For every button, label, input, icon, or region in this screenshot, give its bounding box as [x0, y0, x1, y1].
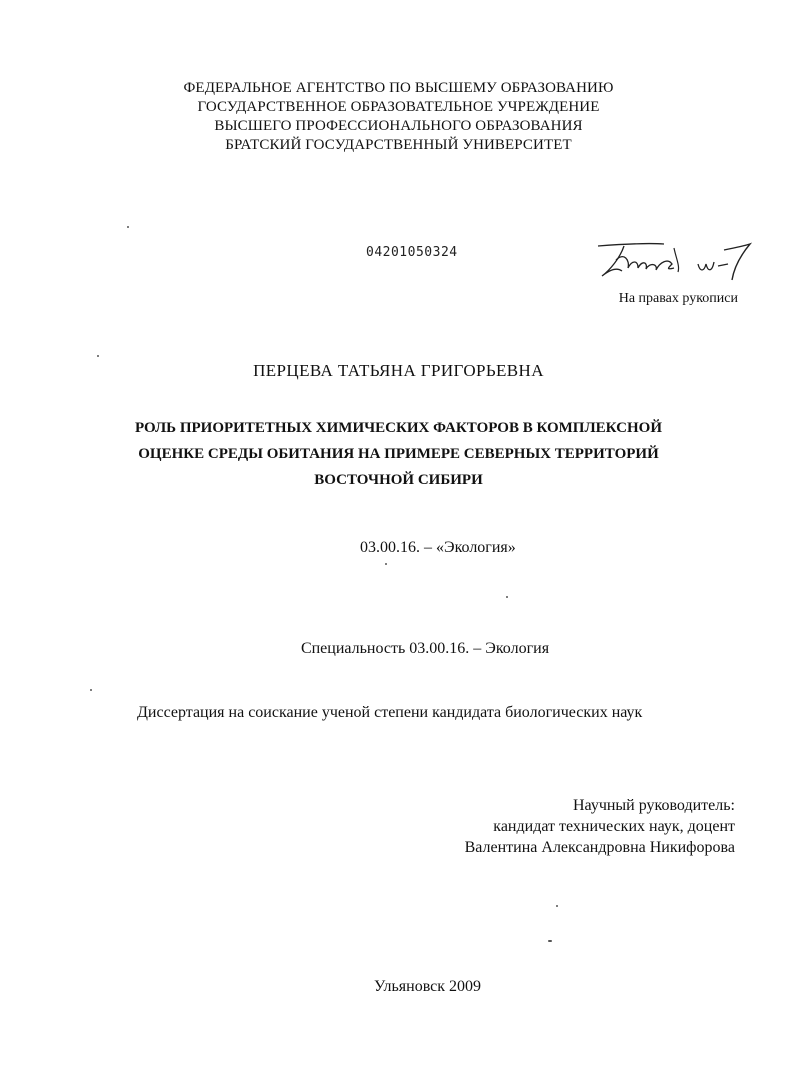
scan-speck: [556, 905, 558, 907]
dissertation-title: [0, 415, 797, 493]
supervisor-line: Валентина Александровна Никифорова: [464, 839, 735, 856]
supervisor-block: [465, 795, 735, 858]
handwritten-signature: [594, 238, 754, 288]
header-line: ФЕДЕРАЛЬНОЕ АГЕНТСТВО ПО ВЫСШЕМУ ОБРАЗОВАНИЮ: [183, 80, 614, 96]
header-line: БРАТСКИЙ ГОСУДАРСТВЕННЫЙ УНИВЕРСИТЕТ: [225, 137, 572, 153]
title-line: ВОСТОЧНОЙ СИБИРИ: [314, 472, 483, 488]
scan-speck: [385, 563, 387, 565]
scan-speck: [97, 355, 99, 357]
scan-speck: [90, 689, 92, 691]
specialty-code-line: 03.00.16. – «Экология»: [360, 539, 516, 556]
scan-speck: [548, 940, 552, 942]
title-line: РОЛЬ ПРИОРИТЕТНЫХ ХИМИЧЕСКИХ ФАКТОРОВ В КОМПЛЕКСНОЙ: [134, 420, 662, 436]
institution-header: [0, 79, 797, 155]
scan-speck: [506, 596, 508, 598]
manuscript-rights-note: На правах рукописи: [618, 291, 738, 306]
scan-speck: [127, 226, 129, 228]
header-line: ГОСУДАРСТВЕННОЕ ОБРАЗОВАТЕЛЬНОЕ УЧРЕЖДЕНИЕ: [197, 99, 600, 115]
document-number: 04201050324: [366, 245, 458, 260]
author-name: ПЕРЦЕВА ТАТЬЯНА ГРИГОРЬЕВНА: [253, 361, 544, 380]
supervisor-line: Научный руководитель:: [572, 797, 735, 814]
supervisor-line: кандидат технических наук, доцент: [493, 818, 735, 835]
header-line: ВЫСШЕГО ПРОФЕССИОНАЛЬНОГО ОБРАЗОВАНИЯ: [214, 118, 583, 134]
title-line: ОЦЕНКЕ СРЕДЫ ОБИТАНИЯ НА ПРИМЕРЕ СЕВЕРНЫХ ТЕРРИТОРИЙ: [138, 446, 659, 462]
city-year: Ульяновск 2009: [373, 978, 482, 995]
dissertation-degree-line: Диссертация на соискание ученой степени кандидата биологических наук: [137, 704, 643, 721]
specialty-line: Специальность 03.00.16. – Экология: [300, 640, 550, 657]
